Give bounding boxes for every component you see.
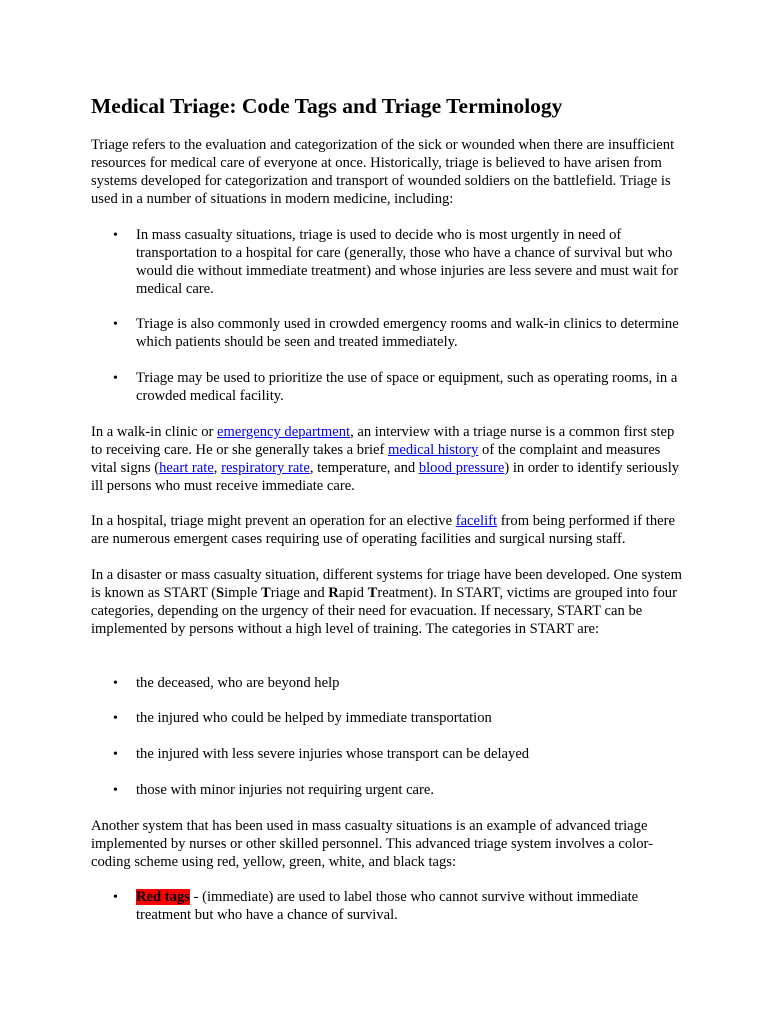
text-run: reatment). In START, victims are grouped into four categories, depending on the urgency of their need for evacuation. If necessary, START can be implemented by persons without a high level of training. The categories in START are: bbox=[91, 584, 677, 637]
clinic-paragraph bbox=[91, 424, 683, 496]
bullet-icon: • bbox=[113, 228, 118, 243]
bullet-icon: • bbox=[113, 783, 118, 798]
bullet-icon: • bbox=[113, 371, 118, 386]
bullet-icon: • bbox=[113, 711, 118, 726]
bullet-icon: • bbox=[113, 890, 118, 905]
list-item-text: Triage may be used to prioritize the use of space or equipment, such as operating rooms, in a crowded medical facility. bbox=[136, 370, 678, 404]
red-tag-description: - (immediate) are used to label those who cannot survive without immediate treatment but who have a chance of survival. bbox=[136, 889, 639, 923]
list-item-text: Triage is also commonly used in crowded emergency rooms and walk-in clinics to determine which patients should be seen and treated immediately. bbox=[136, 316, 679, 350]
text-run: riage and bbox=[270, 584, 329, 601]
text-run: from being performed if there are numerous emergent cases requiring use of operating facilities and surgical nursing staff. bbox=[91, 513, 675, 547]
text-run: , temperature, and bbox=[309, 459, 419, 476]
text-run: ) in order to identify seriously ill persons who must receive immediate care. bbox=[91, 459, 680, 494]
text-run: , bbox=[213, 459, 222, 476]
emergency-department-link[interactable]: emergency department bbox=[217, 424, 351, 440]
list-item-text: the injured with less severe injuries whose transport can be delayed bbox=[136, 746, 530, 762]
respiratory-rate-link[interactable]: respiratory rate bbox=[221, 459, 310, 476]
list-item-text: the injured who could be helped by immediate transportation bbox=[136, 710, 492, 726]
intro-paragraph: Triage refers to the evaluation and categorization of the sick or wounded when there are insufficient resources for medical care of everyone at once. Historically, triage is believed to have arisen from systems developed for categorization and transport of wounded soldiers on the battlefield. Triage is used in a number of situations in modern medicine, including: bbox=[91, 137, 675, 207]
bullet-icon: • bbox=[113, 676, 118, 691]
bold-letter: T bbox=[261, 584, 271, 601]
bullet-icon: • bbox=[113, 317, 118, 332]
red-tag-label: Red tags bbox=[136, 889, 190, 905]
list-item-text bbox=[136, 889, 684, 925]
facelift-link[interactable]: facelift bbox=[455, 513, 498, 529]
text-run: imple bbox=[224, 584, 261, 601]
bold-letter: T bbox=[367, 584, 378, 601]
list-item-text: In mass casualty situations, triage is used to decide who is most urgently in need of transportation to a hospital for care (generally, those who have a chance of survival but who would die without immediate treatment) and whose injuries are less severe and must wait for medical care. bbox=[136, 227, 679, 297]
text-run: In a walk-in clinic or bbox=[91, 424, 218, 440]
bold-letter: S bbox=[215, 584, 225, 601]
blood-pressure-link[interactable]: blood pressure bbox=[418, 459, 505, 476]
list-item-text: those with minor injuries not requiring urgent care. bbox=[136, 782, 435, 798]
advanced-triage-paragraph: Another system that has been used in mass casualty situations is an example of advanced triage implemented by nurses or other skilled personnel. This advanced triage system involves a color-coding scheme using red, yellow, green, white, and black tags: bbox=[91, 818, 653, 870]
page-title: Medical Triage: Code Tags and Triage Terminology bbox=[91, 94, 563, 118]
text-run: , an interview with a triage nurse is a common first step to receiving care. He or she generally takes a brief bbox=[91, 424, 675, 458]
list-item-text: the deceased, who are beyond help bbox=[136, 675, 340, 691]
text-run: apid bbox=[338, 584, 368, 601]
start-paragraph bbox=[91, 567, 683, 639]
bullet-icon: • bbox=[113, 747, 118, 762]
text-run: In a hospital, triage might prevent an operation for an elective bbox=[91, 513, 456, 529]
text-run: of the complaint and measures vital signs ( bbox=[91, 441, 661, 476]
heart-rate-link[interactable]: heart rate bbox=[159, 459, 214, 476]
text-run: In a disaster or mass casualty situation, different systems for triage have been developed. One system is known as START ( bbox=[91, 567, 683, 601]
medical-history-link[interactable]: medical history bbox=[388, 441, 479, 458]
hospital-paragraph bbox=[91, 513, 683, 549]
bold-letter: R bbox=[328, 584, 339, 601]
